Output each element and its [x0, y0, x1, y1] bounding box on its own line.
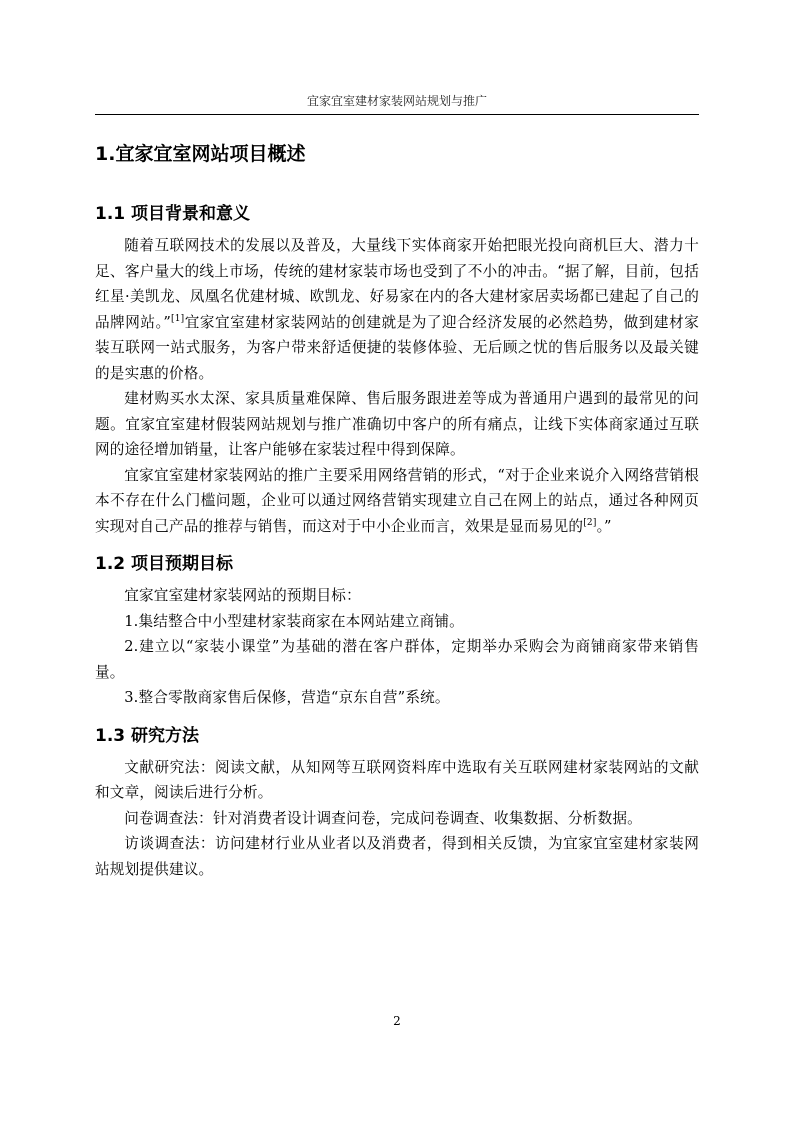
running-header: 宜家宜室建材家装网站规划与推广	[306, 94, 487, 108]
page-content	[95, 138, 699, 892]
paragraph-text: 随着互联网技术的发展以及普及，大量线下实体商家开始把眼光投向商机巨大、潜力十足、客户量大的线上市场，传统的建材家装市场也受到了不小的冲击。“据了解，目前，包括红星·美凯龙、凤凰名优建材城、欧凯龙、好易家在内的各大建材家居卖场都已建起了自己的品牌网站。”	[95, 237, 699, 331]
paragraph: 文献研究法：阅读文献，从知网等互联网资料库中选取有关互联网建材家装网站的文献和文章，阅读后进行分析。	[95, 758, 699, 801]
section-goals	[95, 549, 699, 711]
section-title: 1.3 研究方法	[95, 725, 200, 746]
section-title: 1.2 项目预期目标	[95, 554, 234, 574]
paragraph	[95, 463, 699, 540]
list-item: 3.整合零散商家售后保修，营造“京东自营”系统。	[124, 689, 450, 706]
paragraph-text: 宜家宜室建材家装网站的推广主要采用网络营销的形式，“对于企业来说介入网络营销根本不存在什么门槛问题，企业可以通过网络营销实现建立自己在网上的站点，通过各种网页实现对自己产品的推荐与销售，而这对于中小企业而言，效果是显而易见的	[95, 466, 699, 535]
paragraph-text: 。”	[596, 517, 612, 535]
header-divider	[95, 114, 699, 115]
paragraph-text: 宜家宜室建材家装网站的创建就是为了迎合经济发展的必然趋势，做到建材家装互联网一站式服务，为客户带来舒适便捷的装修体验、无后顾之忧的售后服务以及最关键的是实惠的价格。	[95, 313, 699, 382]
section-title: 1.1 项目背景和意义	[95, 204, 251, 224]
list-item: 2.建立以“家装小课堂”为基础的潜在客户群体，定期举办采购会为商铺商家带来销售量。	[95, 638, 699, 681]
paragraph: 建材购买水太深、家具质量难保障、售后服务跟进差等成为普通用户遇到的最常见的问题。宜家宜室建材假装网站规划与推广准确切中客户的所有痛点，让线下实体商家通过互联网的途径增加销量，让客户能够在家装过程中得到保障。	[95, 390, 699, 458]
citation-ref: [2]	[583, 517, 597, 528]
paragraph	[95, 233, 699, 386]
chapter-title: 1.宜家宜室网站项目概述	[95, 143, 306, 165]
section-methods	[95, 721, 699, 883]
citation-ref: [1]	[171, 313, 185, 324]
document-page	[95, 0, 699, 1122]
paragraph: 访谈调查法：访问建材行业从业者以及消费者，得到相关反馈，为宜家宜室建材家装网站规划提供建议。	[95, 835, 699, 878]
paragraph: 问卷调查法：针对消费者设计调查问卷，完成问卷调查、收集数据、分析数据。	[124, 809, 642, 827]
section-background	[95, 199, 699, 539]
paragraph: 宜家宜室建材家装网站的预期目标：	[124, 587, 361, 604]
list-item: 1.集结整合中小型建材家装商家在本网站建立商铺。	[124, 612, 464, 630]
page-number: 2	[393, 1014, 401, 1028]
